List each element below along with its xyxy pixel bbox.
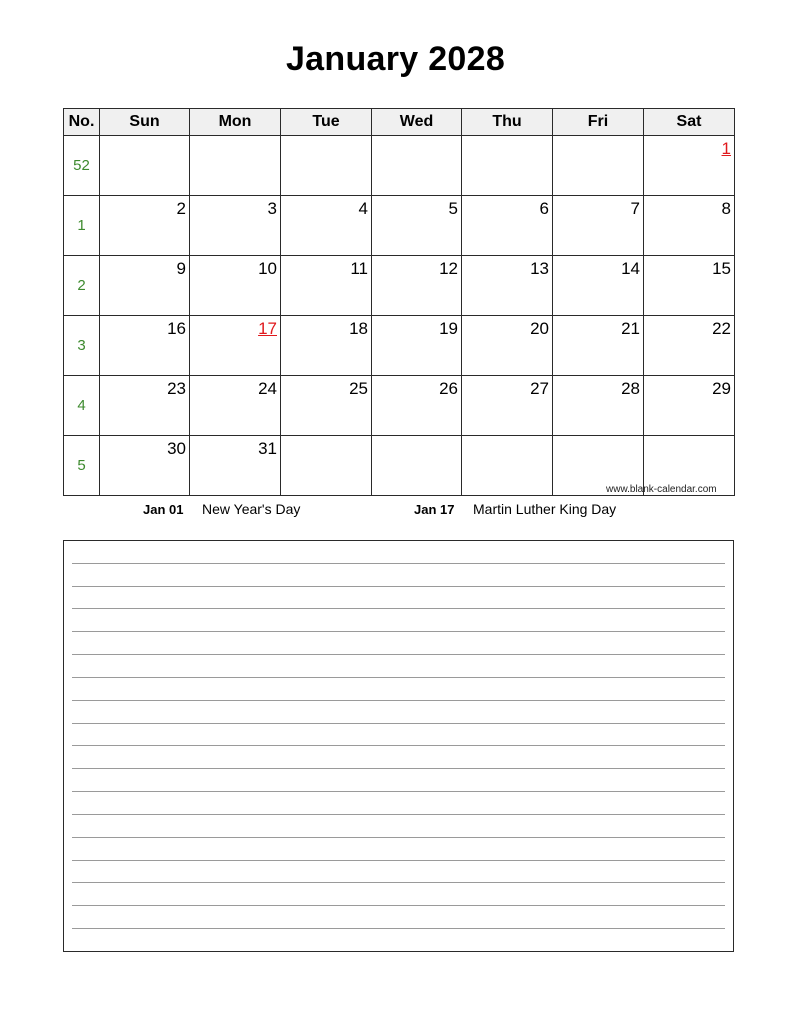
day-number: 11 bbox=[350, 259, 368, 278]
day-cell[interactable] bbox=[281, 256, 372, 316]
week-number: 2 bbox=[64, 256, 100, 316]
week-number: 52 bbox=[64, 136, 100, 196]
note-line bbox=[72, 861, 725, 884]
day-cell[interactable] bbox=[190, 316, 281, 376]
day-cell[interactable] bbox=[553, 196, 644, 256]
day-number: 21 bbox=[621, 319, 640, 338]
day-number: 30 bbox=[167, 439, 186, 458]
note-line bbox=[72, 746, 725, 769]
week-number: 3 bbox=[64, 316, 100, 376]
header-mon: Mon bbox=[190, 109, 281, 136]
website-credit: www.blank-calendar.com bbox=[606, 484, 717, 495]
note-line bbox=[72, 792, 725, 815]
day-cell[interactable] bbox=[462, 436, 553, 496]
day-cell[interactable] bbox=[553, 256, 644, 316]
day-cell[interactable] bbox=[190, 376, 281, 436]
day-cell[interactable] bbox=[100, 256, 190, 316]
day-cell[interactable] bbox=[100, 316, 190, 376]
day-number: 28 bbox=[621, 379, 640, 398]
day-cell[interactable] bbox=[281, 436, 372, 496]
note-line bbox=[72, 701, 725, 724]
week-row bbox=[64, 136, 735, 196]
day-number: 9 bbox=[176, 259, 186, 278]
day-number: 2 bbox=[176, 199, 186, 218]
holiday-name: Martin Luther King Day bbox=[473, 501, 617, 517]
day-cell[interactable] bbox=[644, 376, 735, 436]
note-line bbox=[72, 587, 725, 610]
day-cell[interactable] bbox=[100, 196, 190, 256]
day-number: 22 bbox=[712, 319, 731, 338]
day-number: 13 bbox=[530, 259, 549, 278]
note-line bbox=[72, 769, 725, 792]
day-cell[interactable] bbox=[372, 256, 462, 316]
day-cell[interactable] bbox=[100, 436, 190, 496]
day-number: 23 bbox=[167, 379, 186, 398]
calendar-grid bbox=[63, 108, 735, 496]
day-cell[interactable] bbox=[644, 256, 735, 316]
day-cell[interactable] bbox=[462, 316, 553, 376]
day-cell[interactable] bbox=[372, 196, 462, 256]
day-number: 29 bbox=[712, 379, 731, 398]
day-number: 14 bbox=[621, 259, 640, 278]
day-cell[interactable] bbox=[553, 376, 644, 436]
day-cell[interactable] bbox=[462, 136, 553, 196]
calendar-title: January 2028 bbox=[285, 40, 506, 78]
day-cell[interactable] bbox=[281, 376, 372, 436]
day-number: 3 bbox=[267, 199, 277, 218]
day-number: 8 bbox=[721, 199, 731, 218]
note-line bbox=[72, 838, 725, 861]
header-thu: Thu bbox=[462, 109, 553, 136]
day-cell[interactable] bbox=[462, 256, 553, 316]
week-row bbox=[64, 316, 735, 376]
day-cell[interactable] bbox=[644, 136, 735, 196]
day-cell[interactable] bbox=[190, 136, 281, 196]
week-row bbox=[64, 196, 735, 256]
weekday-header-row bbox=[64, 109, 735, 136]
week-row bbox=[64, 376, 735, 436]
day-cell[interactable] bbox=[462, 376, 553, 436]
note-line bbox=[72, 815, 725, 838]
day-number: 31 bbox=[258, 439, 277, 458]
day-cell[interactable] bbox=[281, 316, 372, 376]
day-cell[interactable] bbox=[462, 196, 553, 256]
day-number: 1 bbox=[721, 139, 731, 158]
day-number: 4 bbox=[358, 199, 368, 218]
day-number: 24 bbox=[258, 379, 277, 398]
week-number: 1 bbox=[64, 196, 100, 256]
week-row bbox=[64, 256, 735, 316]
day-cell[interactable] bbox=[553, 136, 644, 196]
day-number: 6 bbox=[539, 199, 549, 218]
day-cell[interactable] bbox=[190, 256, 281, 316]
day-cell[interactable] bbox=[100, 136, 190, 196]
header-sat: Sat bbox=[644, 109, 735, 136]
note-line bbox=[72, 564, 725, 587]
day-number: 17 bbox=[258, 319, 277, 338]
header-fri: Fri bbox=[553, 109, 644, 136]
day-cell[interactable] bbox=[372, 376, 462, 436]
day-cell[interactable] bbox=[372, 136, 462, 196]
day-number: 7 bbox=[630, 199, 640, 218]
day-cell[interactable] bbox=[644, 196, 735, 256]
day-cell[interactable] bbox=[553, 316, 644, 376]
note-line bbox=[72, 609, 725, 632]
day-cell[interactable] bbox=[190, 436, 281, 496]
note-line bbox=[72, 883, 725, 906]
header-wed: Wed bbox=[372, 109, 462, 136]
day-number: 10 bbox=[258, 259, 277, 278]
day-number: 16 bbox=[167, 319, 186, 338]
day-number: 15 bbox=[712, 259, 731, 278]
note-line bbox=[72, 541, 725, 564]
day-cell[interactable] bbox=[100, 376, 190, 436]
note-line bbox=[72, 632, 725, 655]
week-number: 4 bbox=[64, 376, 100, 436]
note-line bbox=[72, 929, 725, 951]
note-line bbox=[72, 655, 725, 678]
day-cell[interactable] bbox=[281, 136, 372, 196]
day-number: 18 bbox=[349, 319, 368, 338]
holiday-date: Jan 01 bbox=[143, 502, 184, 517]
notes-area[interactable] bbox=[63, 540, 734, 952]
day-cell[interactable] bbox=[644, 316, 735, 376]
day-cell[interactable] bbox=[372, 316, 462, 376]
note-line bbox=[72, 678, 725, 701]
day-number: 19 bbox=[439, 319, 458, 338]
week-number: 5 bbox=[64, 436, 100, 496]
day-number: 26 bbox=[439, 379, 458, 398]
header-tue: Tue bbox=[281, 109, 372, 136]
header-sun: Sun bbox=[100, 109, 190, 136]
holiday-date: Jan 17 bbox=[414, 502, 455, 517]
day-cell[interactable] bbox=[372, 436, 462, 496]
note-line bbox=[72, 724, 725, 747]
holiday-name: New Year's Day bbox=[202, 501, 301, 517]
day-number: 27 bbox=[530, 379, 549, 398]
note-line bbox=[72, 906, 725, 929]
day-number: 5 bbox=[448, 199, 458, 218]
day-number: 20 bbox=[530, 319, 549, 338]
day-number: 12 bbox=[439, 259, 458, 278]
day-cell[interactable] bbox=[190, 196, 281, 256]
day-number: 25 bbox=[349, 379, 368, 398]
day-cell[interactable] bbox=[281, 196, 372, 256]
header-week-no: No. bbox=[64, 109, 100, 136]
